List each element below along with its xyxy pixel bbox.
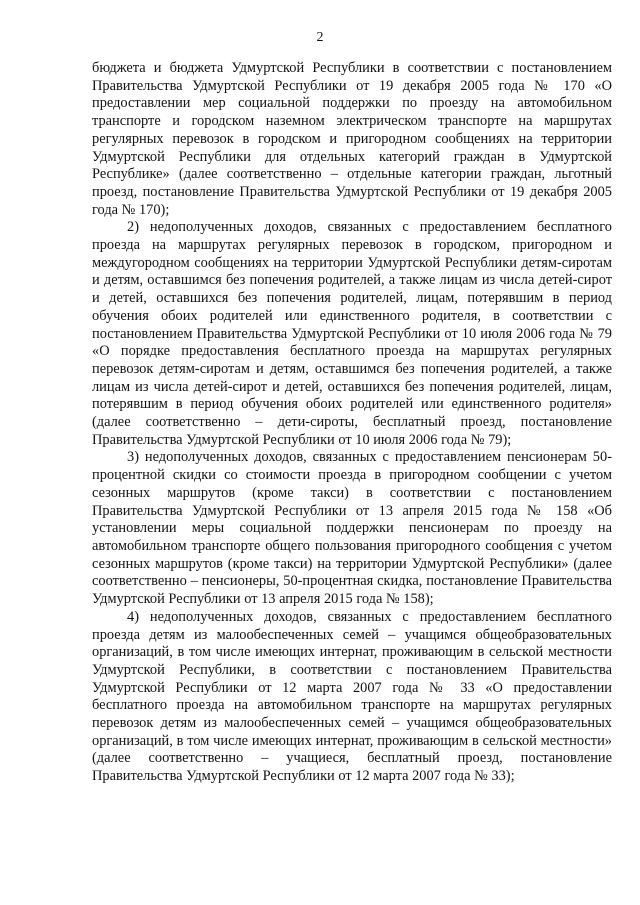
paragraph-item-4: 4) недополученных доходов, связанных с предоставлением бесплатного проезда детям из малообеспеченных семей – учащимся общеобразовательных организаций, в том числе имеющих интернат, проживающим в сельской местности Удмуртской Республики, в соответствии с постановлением Правительства Удмуртской Республики от 12 марта 2007 года № 33 «О предоставлении бесплатного проезда на автомобильном транспорте на маршрутах регулярных перевозок детям из малообеспеченных семей – учащимся общеобразовательных организаций, в том числе имеющих интернат, проживающим в сельской местности» (далее соответственно – учащиеся, бесплатный проезд, постановление Правительства Удмуртской Республики от 12 марта 2007 года № 33); <box>92 608 612 785</box>
paragraph-item-2: 2) недополученных доходов, связанных с предоставлением бесплатного проезда на маршрутах регулярных перевозок в городском, пригородном и междугородном сообщениях на территории Удмуртской Республики детям-сиротам и детям, оставшимся без попечения родителей, а также лицам из числа детей-сирот и детей, оставшихся без попечения родителей, лицам, потерявшим в период обучения обоих родителей или единственного родителя, в соответствии с постановлением Правительства Удмуртской Республики от 10 июля 2006 года № 79 «О порядке предоставления бесплатного проезда на маршрутах регулярных перевозок детям-сиротам и детям, оставшимся без попечения родителей, а также лицам из числа детей-сирот и детей, оставшихся без попечения родителей, лицам, потерявшим в период обучения обоих родителей или единственного родителя» (далее соответственно – дети-сироты, бесплатный проезд, постановление Правительства Удмуртской Республики от 10 июля 2006 года № 79); <box>92 219 612 448</box>
paragraph-continuation: бюджета и бюджета Удмуртской Республики в соответствии с постановлением Правительства Удмуртской Республики от 19 декабря 2005 года № 170 «О предоставлении мер социальной поддержки по проезду на автомобильном транспорте и городском наземном электрическом транспорте на маршрутах регулярных перевозок в городском и пригородном сообщениях на территории Удмуртской Республики для отдельных категорий граждан в Удмуртской Республике» (далее соответственно – отдельные категории граждан, льготный проезд, постановление Правительства Удмуртской Республики от 19 декабря 2005 года № 170); <box>92 60 612 218</box>
page-number: 2 <box>316 30 324 45</box>
document-body <box>92 60 612 786</box>
paragraph-item-3: 3) недополученных доходов, связанных с предоставлением пенсионерам 50-процентной скидки со стоимости проезда в пригородном сообщении с учетом сезонных маршрутов (кроме такси) в соответствии с постановлением Правительства Удмуртской Республики от 13 апреля 2015 года № 158 «Об установлении меры социальной поддержки пенсионерам по проезду на автомобильном транспорте общего пользования пригородного сообщения с учетом сезонных маршрутов (кроме такси) на территории Удмуртской Республики» (далее соответственно – пенсионеры, 50-процентная скидка, постановление Правительства Удмуртской Республики от 13 апреля 2015 года № 158); <box>92 449 612 608</box>
